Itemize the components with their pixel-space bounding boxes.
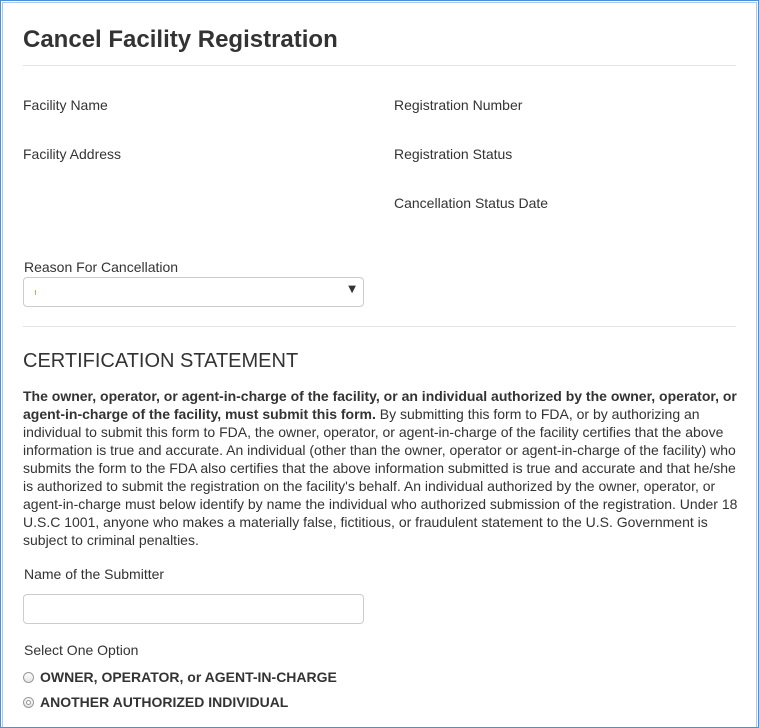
section-divider: [23, 326, 736, 327]
submitter-name-input[interactable]: [23, 594, 364, 624]
registration-number-label: Registration Number: [394, 97, 523, 113]
radio-button-unchecked[interactable]: [23, 672, 34, 683]
radio-option-another-individual[interactable]: [23, 693, 288, 711]
reason-for-cancellation-label: Reason For Cancellation: [24, 259, 179, 275]
facility-address-label: Facility Address: [23, 146, 122, 162]
certification-statement: [23, 387, 739, 549]
radio-option-label: OWNER, OPERATOR, or AGENT-IN-CHARGE: [40, 669, 337, 685]
registration-status-label: Registration Status: [394, 146, 513, 162]
title-divider: [23, 65, 736, 66]
chevron-down-icon: ▼: [348, 284, 356, 295]
select-cursor-mark: [35, 290, 36, 295]
radio-button-checked[interactable]: [23, 697, 34, 708]
submitter-name-label: Name of the Submitter: [24, 566, 165, 582]
radio-option-owner[interactable]: [23, 668, 337, 686]
reason-for-cancellation-select[interactable]: [23, 277, 364, 307]
radio-option-label: ANOTHER AUTHORIZED INDIVIDUAL: [40, 694, 289, 710]
certification-heading: CERTIFICATION STATEMENT: [23, 350, 299, 372]
certification-bold-text: The owner, operator, or agent-in-charge of the facility, or an individual authorized by the owner, operator, or agent-in-charge of the facility, must submit this form.: [23, 388, 737, 422]
select-option-label: Select One Option: [24, 642, 139, 658]
facility-name-label: Facility Name: [23, 97, 108, 113]
page-title: Cancel Facility Registration: [23, 26, 338, 53]
certification-body-text: By submitting this form to FDA, or by authorizing an individual to submit this form to FDA, the owner, operator, or agent-in-charge of the facility certifies that the above information is true and accurate. An individual (other than the owner, operator or agent-in-charge of the facility) who submits the form to the FDA also certifies that the above information submitted is true and accurate and that he/she is authorized to submit the registration on the facility's behalf. An individual authorized by the owner, operator, or agent-in-charge must below identify by name the individual who authorized submission of the registration. Under 18 U.S.C 1001, anyone who makes a materially false, fictitious, or fraudulent statement to the U.S. Government is subject to criminal penalties.: [23, 406, 738, 548]
cancellation-status-date-label: Cancellation Status Date: [394, 195, 549, 211]
